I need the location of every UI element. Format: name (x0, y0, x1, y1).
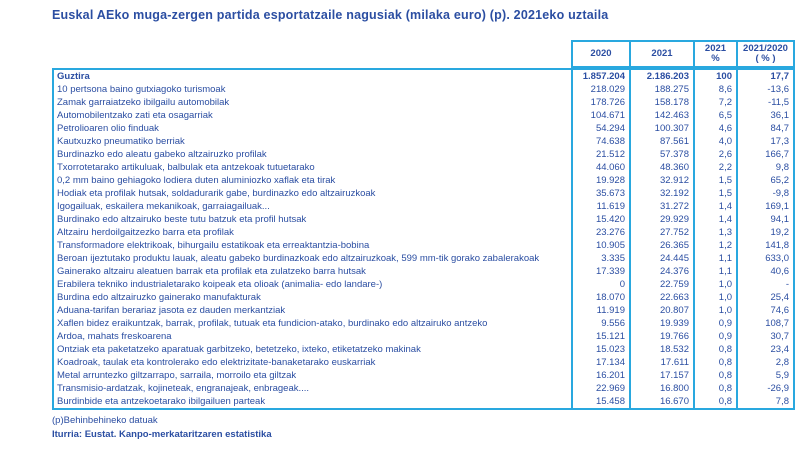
value-yoy: 2,8 (736, 356, 793, 369)
row-label: Txorrotetarako artikuluak, balbulak eta antzekoak tutuetarako (57, 162, 315, 173)
value-2020: 15.023 (571, 343, 629, 356)
value-2021: 100.307 (629, 122, 693, 135)
value-2020: 16.201 (571, 369, 629, 382)
value-2020: 19.928 (571, 174, 629, 187)
row-label: Transformadore elektrikoak, bihurgailu estatikoak eta erreaktantzia-bobina (57, 240, 370, 251)
table-row (54, 252, 793, 265)
row-label: Kautxuzko pneumatiko berriak (57, 136, 185, 147)
row-label: Altzairu herdoilgaitzezko barra eta profilak (57, 227, 234, 238)
table-row (54, 317, 793, 330)
row-label: Burdinbide eta antzekoetarako ibilgailuen parteak (57, 396, 266, 407)
value-2021: 24.376 (629, 265, 693, 278)
value-2021-pct: 1,1 (693, 252, 736, 265)
value-2021: 158.178 (629, 96, 693, 109)
value-2021: 20.807 (629, 304, 693, 317)
row-label: Burdinazko edo aleatu gabeko altzairuzko profilak (57, 149, 267, 160)
table-row (54, 135, 793, 148)
value-yoy: - (736, 278, 793, 291)
value-2021-pct: 0,8 (693, 395, 736, 408)
column-header-sublabel: ( % ) (755, 53, 776, 64)
column-header-2021 (629, 42, 693, 66)
value-2021-pct: 1,5 (693, 187, 736, 200)
table-row (54, 122, 793, 135)
value-2021-pct: 1,4 (693, 200, 736, 213)
value-yoy: -26,9 (736, 382, 793, 395)
value-2021-pct: 1,0 (693, 291, 736, 304)
table-row (54, 382, 793, 395)
value-2021: 57.378 (629, 148, 693, 161)
row-label: Gainerako altzairu aleatuen barrak eta profilak eta zulatzeko barra hutsak (57, 266, 366, 277)
value-2021: 32.192 (629, 187, 693, 200)
value-2020: 35.673 (571, 187, 629, 200)
value-2021: 22.663 (629, 291, 693, 304)
table-row (54, 70, 793, 83)
value-2020: 18.070 (571, 291, 629, 304)
value-yoy: 19,2 (736, 226, 793, 239)
value-2020: 11.919 (571, 304, 629, 317)
table-row (54, 226, 793, 239)
value-2021-pct: 2,2 (693, 161, 736, 174)
value-2020: 44.060 (571, 161, 629, 174)
value-yoy: 5,9 (736, 369, 793, 382)
table-row (54, 356, 793, 369)
value-2021-pct: 1,0 (693, 278, 736, 291)
column-header-label: 2021 (651, 47, 673, 59)
value-yoy: 141,8 (736, 239, 793, 252)
value-2020: 54.294 (571, 122, 629, 135)
table-row (54, 278, 793, 291)
value-2020: 74.638 (571, 135, 629, 148)
table-row (54, 239, 793, 252)
value-2021-pct: 6,5 (693, 109, 736, 122)
value-2020: 218.029 (571, 83, 629, 96)
value-yoy: -11,5 (736, 96, 793, 109)
value-2021: 19.939 (629, 317, 693, 330)
value-2021: 2.186.203 (629, 70, 693, 83)
row-label: Beroan ijeztutako produktu lauak, aleatu gabeko burdinazkoak edo altzairuzkoak, 599 mm-tik gorako zabalerakoak (57, 253, 540, 264)
table-row (54, 161, 793, 174)
row-label: 0,2 mm baino gehiagoko lodiera duten aluminiozko xaflak eta tirak (57, 175, 336, 186)
value-2021-pct: 7,2 (693, 96, 736, 109)
value-2021-pct: 0,9 (693, 317, 736, 330)
table-row (54, 330, 793, 343)
value-2021-pct: 1,0 (693, 304, 736, 317)
value-yoy: 94,1 (736, 213, 793, 226)
value-2021-pct: 1,2 (693, 239, 736, 252)
table-row (54, 200, 793, 213)
value-yoy: 17,3 (736, 135, 793, 148)
table-header (571, 40, 795, 68)
value-2021: 18.532 (629, 343, 693, 356)
table-row (54, 148, 793, 161)
value-yoy: 633,0 (736, 252, 793, 265)
value-yoy: 7,8 (736, 395, 793, 408)
row-label: Zamak garraiatzeko ibilgailu automobilak (57, 97, 230, 108)
value-yoy: 36,1 (736, 109, 793, 122)
value-2021: 29.929 (629, 213, 693, 226)
value-2021-pct: 1,1 (693, 265, 736, 278)
column-header-2020 (573, 42, 629, 66)
row-label: Transmisio-ardatzak, kojineteak, engranajeak, enbrageak.... (57, 383, 310, 394)
table-row (54, 369, 793, 382)
value-2020: 17.134 (571, 356, 629, 369)
value-2021-pct: 0,8 (693, 369, 736, 382)
value-2020: 22.969 (571, 382, 629, 395)
value-2021: 19.766 (629, 330, 693, 343)
value-2021: 16.800 (629, 382, 693, 395)
column-header-2021-pct (693, 42, 736, 66)
table-row (54, 213, 793, 226)
table-row (54, 96, 793, 109)
value-2021-pct: 0,9 (693, 330, 736, 343)
row-label: Metal arruntezko giltzarrapo, sarraila, morroilo eta giltzak (57, 370, 297, 381)
value-2020: 0 (571, 278, 629, 291)
column-header-yoy (736, 42, 793, 66)
table-row (54, 109, 793, 122)
value-2021: 24.445 (629, 252, 693, 265)
value-2020: 23.276 (571, 226, 629, 239)
table-row (54, 304, 793, 317)
row-label: Ontziak eta paketatzeko aparatuak garbitzeko, betetzeko, ixteko, etiketatzeko makinak (57, 344, 421, 355)
table-row (54, 343, 793, 356)
table-row (54, 83, 793, 96)
row-label: Koadroak, taulak eta kontrolerako edo elektrizitate-banaketarako euskarriak (57, 357, 376, 368)
value-2021: 32.912 (629, 174, 693, 187)
value-yoy: 17,7 (736, 70, 793, 83)
value-2020: 15.121 (571, 330, 629, 343)
source-note: Iturria: Eustat. Kanpo-merkataritzaren estatistika (52, 429, 272, 440)
value-2020: 15.420 (571, 213, 629, 226)
value-2021-pct: 1,5 (693, 174, 736, 187)
column-header-label: 2021 (704, 42, 727, 54)
row-label: Burdina edo altzairuzko gainerako manufakturak (57, 292, 261, 303)
value-yoy: 30,7 (736, 330, 793, 343)
value-2021: 27.752 (629, 226, 693, 239)
value-2020: 11.619 (571, 200, 629, 213)
value-2021: 17.157 (629, 369, 693, 382)
value-2021: 48.360 (629, 161, 693, 174)
value-2020: 178.726 (571, 96, 629, 109)
table-row (54, 265, 793, 278)
value-2021: 31.272 (629, 200, 693, 213)
value-2021-pct: 0,8 (693, 356, 736, 369)
value-2021-pct: 4,0 (693, 135, 736, 148)
row-label: Guztira (57, 71, 90, 82)
column-header-label: 2020 (590, 47, 612, 59)
value-2021: 142.463 (629, 109, 693, 122)
row-label: Aduana-tarifan berariaz jasota ez dauden merkantziak (57, 305, 286, 316)
table-row (54, 174, 793, 187)
table-row (54, 187, 793, 200)
value-2020: 3.335 (571, 252, 629, 265)
value-yoy: 23,4 (736, 343, 793, 356)
value-2021: 22.759 (629, 278, 693, 291)
value-yoy: -13,6 (736, 83, 793, 96)
value-2021-pct: 0,8 (693, 382, 736, 395)
value-yoy: 9,8 (736, 161, 793, 174)
row-label: Petrolioaren olio finduak (57, 123, 159, 134)
value-2020: 21.512 (571, 148, 629, 161)
value-yoy: 169,1 (736, 200, 793, 213)
value-2021: 26.365 (629, 239, 693, 252)
row-label: Ardoa, mahats freskoarena (57, 331, 172, 342)
table-body (52, 68, 795, 410)
page-title: Euskal AEko muga-zergen partida esportatzaile nagusiak (milaka euro) (p). 2021eko uztaila (52, 8, 609, 22)
row-label: Hodiak eta profilak hutsak, soldadurarik gabe, burdinazko edo altzairuzkoak (57, 188, 376, 199)
value-2021-pct: 1,4 (693, 213, 736, 226)
value-2021: 16.670 (629, 395, 693, 408)
value-yoy: 108,7 (736, 317, 793, 330)
value-2020: 1.857.204 (571, 70, 629, 83)
table-row (54, 291, 793, 304)
row-label: Igogailuak, eskailera mekanikoak, garraiagailuak... (57, 201, 270, 212)
column-header-label: 2021/2020 (743, 42, 788, 54)
row-label: 10 pertsona baino gutxiagoko turismoak (57, 84, 226, 95)
value-yoy: 65,2 (736, 174, 793, 187)
table-row (54, 395, 793, 408)
row-label: Erabilera tekniko industrialetarako koipeak eta olioak (animalia- edo landare-) (57, 279, 383, 290)
value-2021-pct: 2,6 (693, 148, 736, 161)
value-yoy: 84,7 (736, 122, 793, 135)
value-yoy: 25,4 (736, 291, 793, 304)
value-2021: 87.561 (629, 135, 693, 148)
row-label: Xaflen bidez eraikuntzak, barrak, profilak, tutuak eta fundicion-atako, burdinako edo altzairuko antzeko (57, 318, 488, 329)
value-yoy: 74,6 (736, 304, 793, 317)
value-2020: 9.556 (571, 317, 629, 330)
row-label: Automobilentzako zati eta osagarriak (57, 110, 213, 121)
value-2021-pct: 0,8 (693, 343, 736, 356)
value-2021: 17.611 (629, 356, 693, 369)
row-label: Burdinako edo altzairuko beste tutu batzuk eta profil hutsak (57, 214, 307, 225)
value-yoy: 166,7 (736, 148, 793, 161)
value-2021: 188.275 (629, 83, 693, 96)
value-2021-pct: 8,6 (693, 83, 736, 96)
value-2021-pct: 100 (693, 70, 736, 83)
provisional-note: (p)Behinbehineko datuak (52, 415, 158, 426)
value-2021-pct: 1,3 (693, 226, 736, 239)
value-2021-pct: 4,6 (693, 122, 736, 135)
value-2020: 104.671 (571, 109, 629, 122)
column-header-sublabel: % (711, 53, 720, 64)
value-2020: 10.905 (571, 239, 629, 252)
value-yoy: -9,8 (736, 187, 793, 200)
value-2020: 17.339 (571, 265, 629, 278)
value-yoy: 40,6 (736, 265, 793, 278)
value-2020: 15.458 (571, 395, 629, 408)
